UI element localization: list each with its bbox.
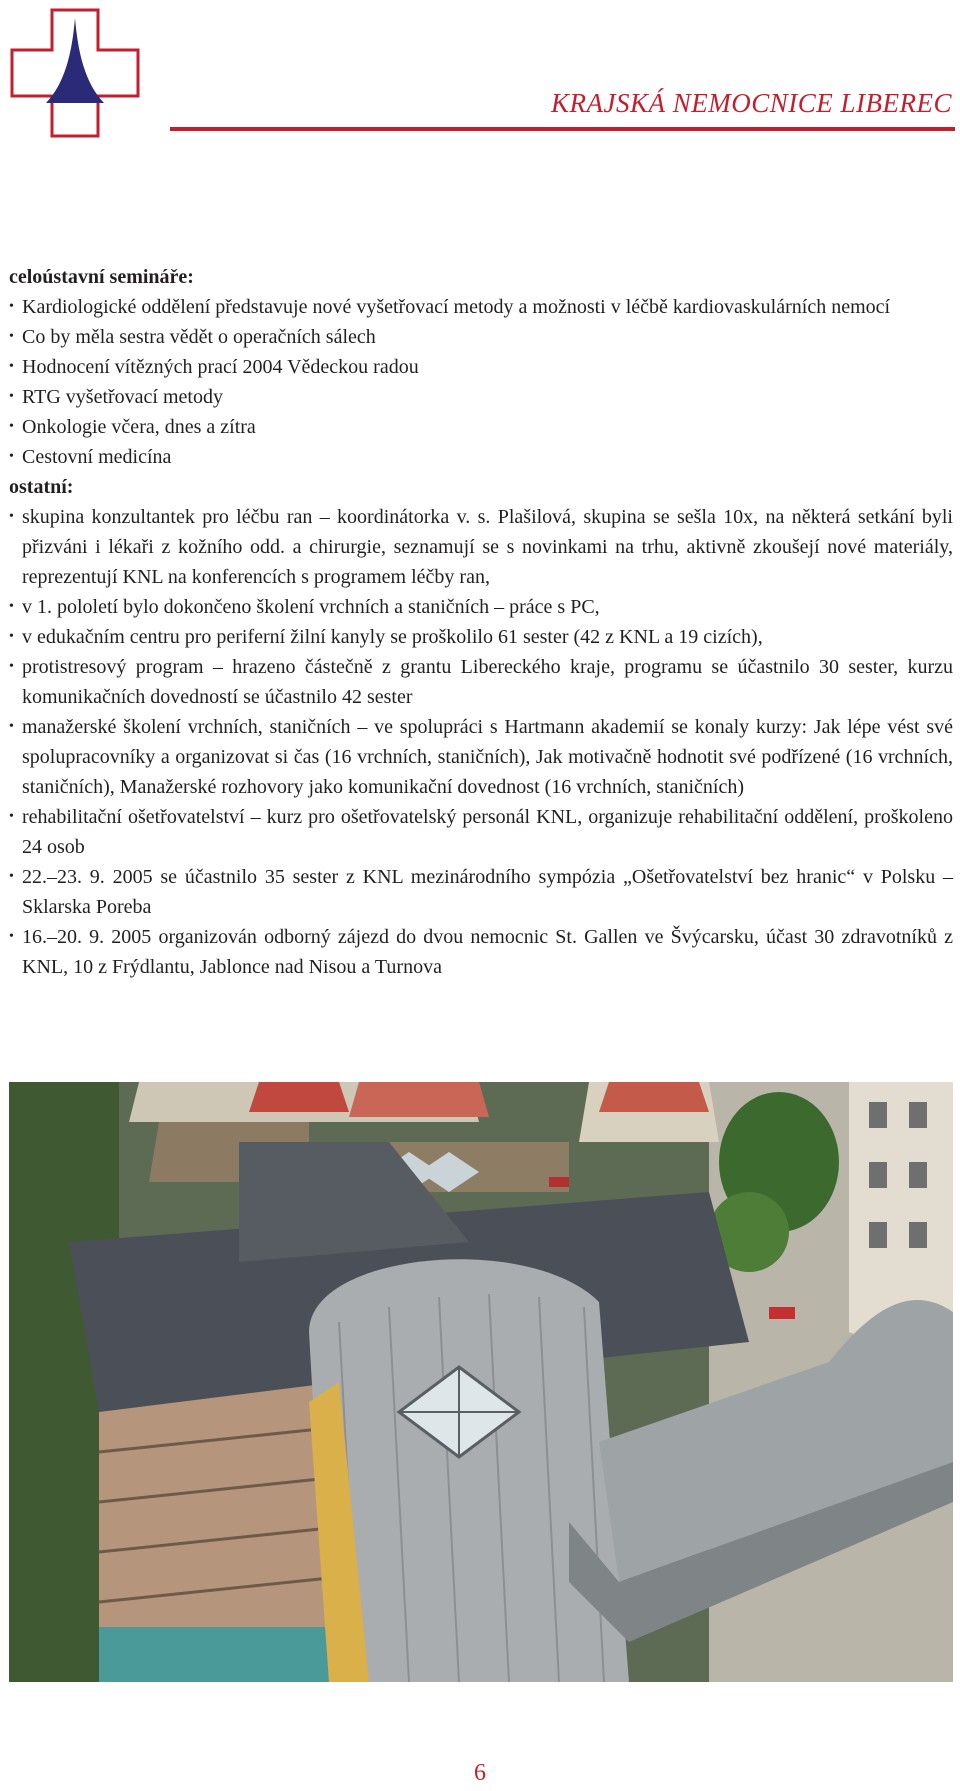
report-text	[9, 262, 953, 982]
list-item: • v 1. pololetí bylo dokončeno školení vrchních a staničních – práce s PC,	[9, 592, 953, 622]
list-item: • Hodnocení vítězných prací 2004 Vědeckou radou	[9, 352, 953, 382]
red-cross-spire-icon	[10, 8, 140, 138]
hospital-name: KRAJSKÁ NEMOCNICE LIBEREC	[551, 88, 952, 118]
other-list	[9, 502, 953, 982]
header-rule	[170, 127, 955, 131]
section-heading-other: ostatní:	[9, 476, 74, 498]
page-number: 6	[474, 1760, 486, 1786]
list-item: • skupina konzultantek pro léčbu ran – koordinátorka v. s. Plašilová, skupina se sešla 10x, na některá setkání byli přizváni i lékaři z kožního odd. a chirurgie, seznamují se s novinkami na trhu, aktivně zkoušejí nové materiály, reprezentují KNL na konferencích s programem léčby ran,	[9, 502, 953, 592]
list-item: • 16.–20. 9. 2005 organizován odborný zájezd do dvou nemocnic St. Gallen ve Švýcarsku, účast 30 zdravotníků z KNL, 10 z Frýdlantu, Jablonce nad Nisou a Turnova	[9, 922, 953, 982]
hospital-aerial-photo	[9, 1082, 953, 1682]
list-item: • Co by měla sestra vědět o operačních sálech	[9, 322, 953, 352]
list-item: • Kardiologické oddělení představuje nové vyšetřovací metody a možnosti v léčbě kardiovaskulárních nemocí	[9, 292, 953, 322]
list-item: • rehabilitační ošetřovatelství – kurz pro ošetřovatelský personál KNL, organizuje rehabilitační oddělení, proškoleno 24 osob	[9, 802, 953, 862]
section-heading-seminars: celoústavní semináře:	[9, 266, 194, 288]
list-item: • v edukačním centru pro periferní žilní kanyly se proškolilo 61 sester (42 z KNL a 19 cizích),	[9, 622, 953, 652]
list-item: • Onkologie včera, dnes a zítra	[9, 412, 953, 442]
hospital-logo	[10, 8, 140, 138]
list-item: • manažerské školení vrchních, staničních – ve spolupráci s Hartmann akademií se konaly kurzy: Jak lépe vést své spolupracovníky a organizovat si čas (16 vrchních, staničních), Jak motivačně hodnotit své podřízené (16 vrchních, staničních), Manažerské rozhovory jako komunikační dovednost (16 vrchních, staničních)	[9, 712, 953, 802]
list-item: • protistresový program – hrazeno částečně z grantu Libereckého kraje, programu se účastnilo 30 sester, kurzu komunikačních dovedností se účastnilo 42 sester	[9, 652, 953, 712]
building-photo-illustration	[9, 1082, 953, 1682]
list-item: • Cestovní medicína	[9, 442, 953, 472]
list-item: • 22.–23. 9. 2005 se účastnilo 35 sester z KNL mezinárodního sympózia „Ošetřovatelství bez hranic“ v Polsku – Sklarska Poreba	[9, 862, 953, 922]
list-item: • RTG vyšetřovací metody	[9, 382, 953, 412]
seminars-list	[9, 292, 953, 472]
